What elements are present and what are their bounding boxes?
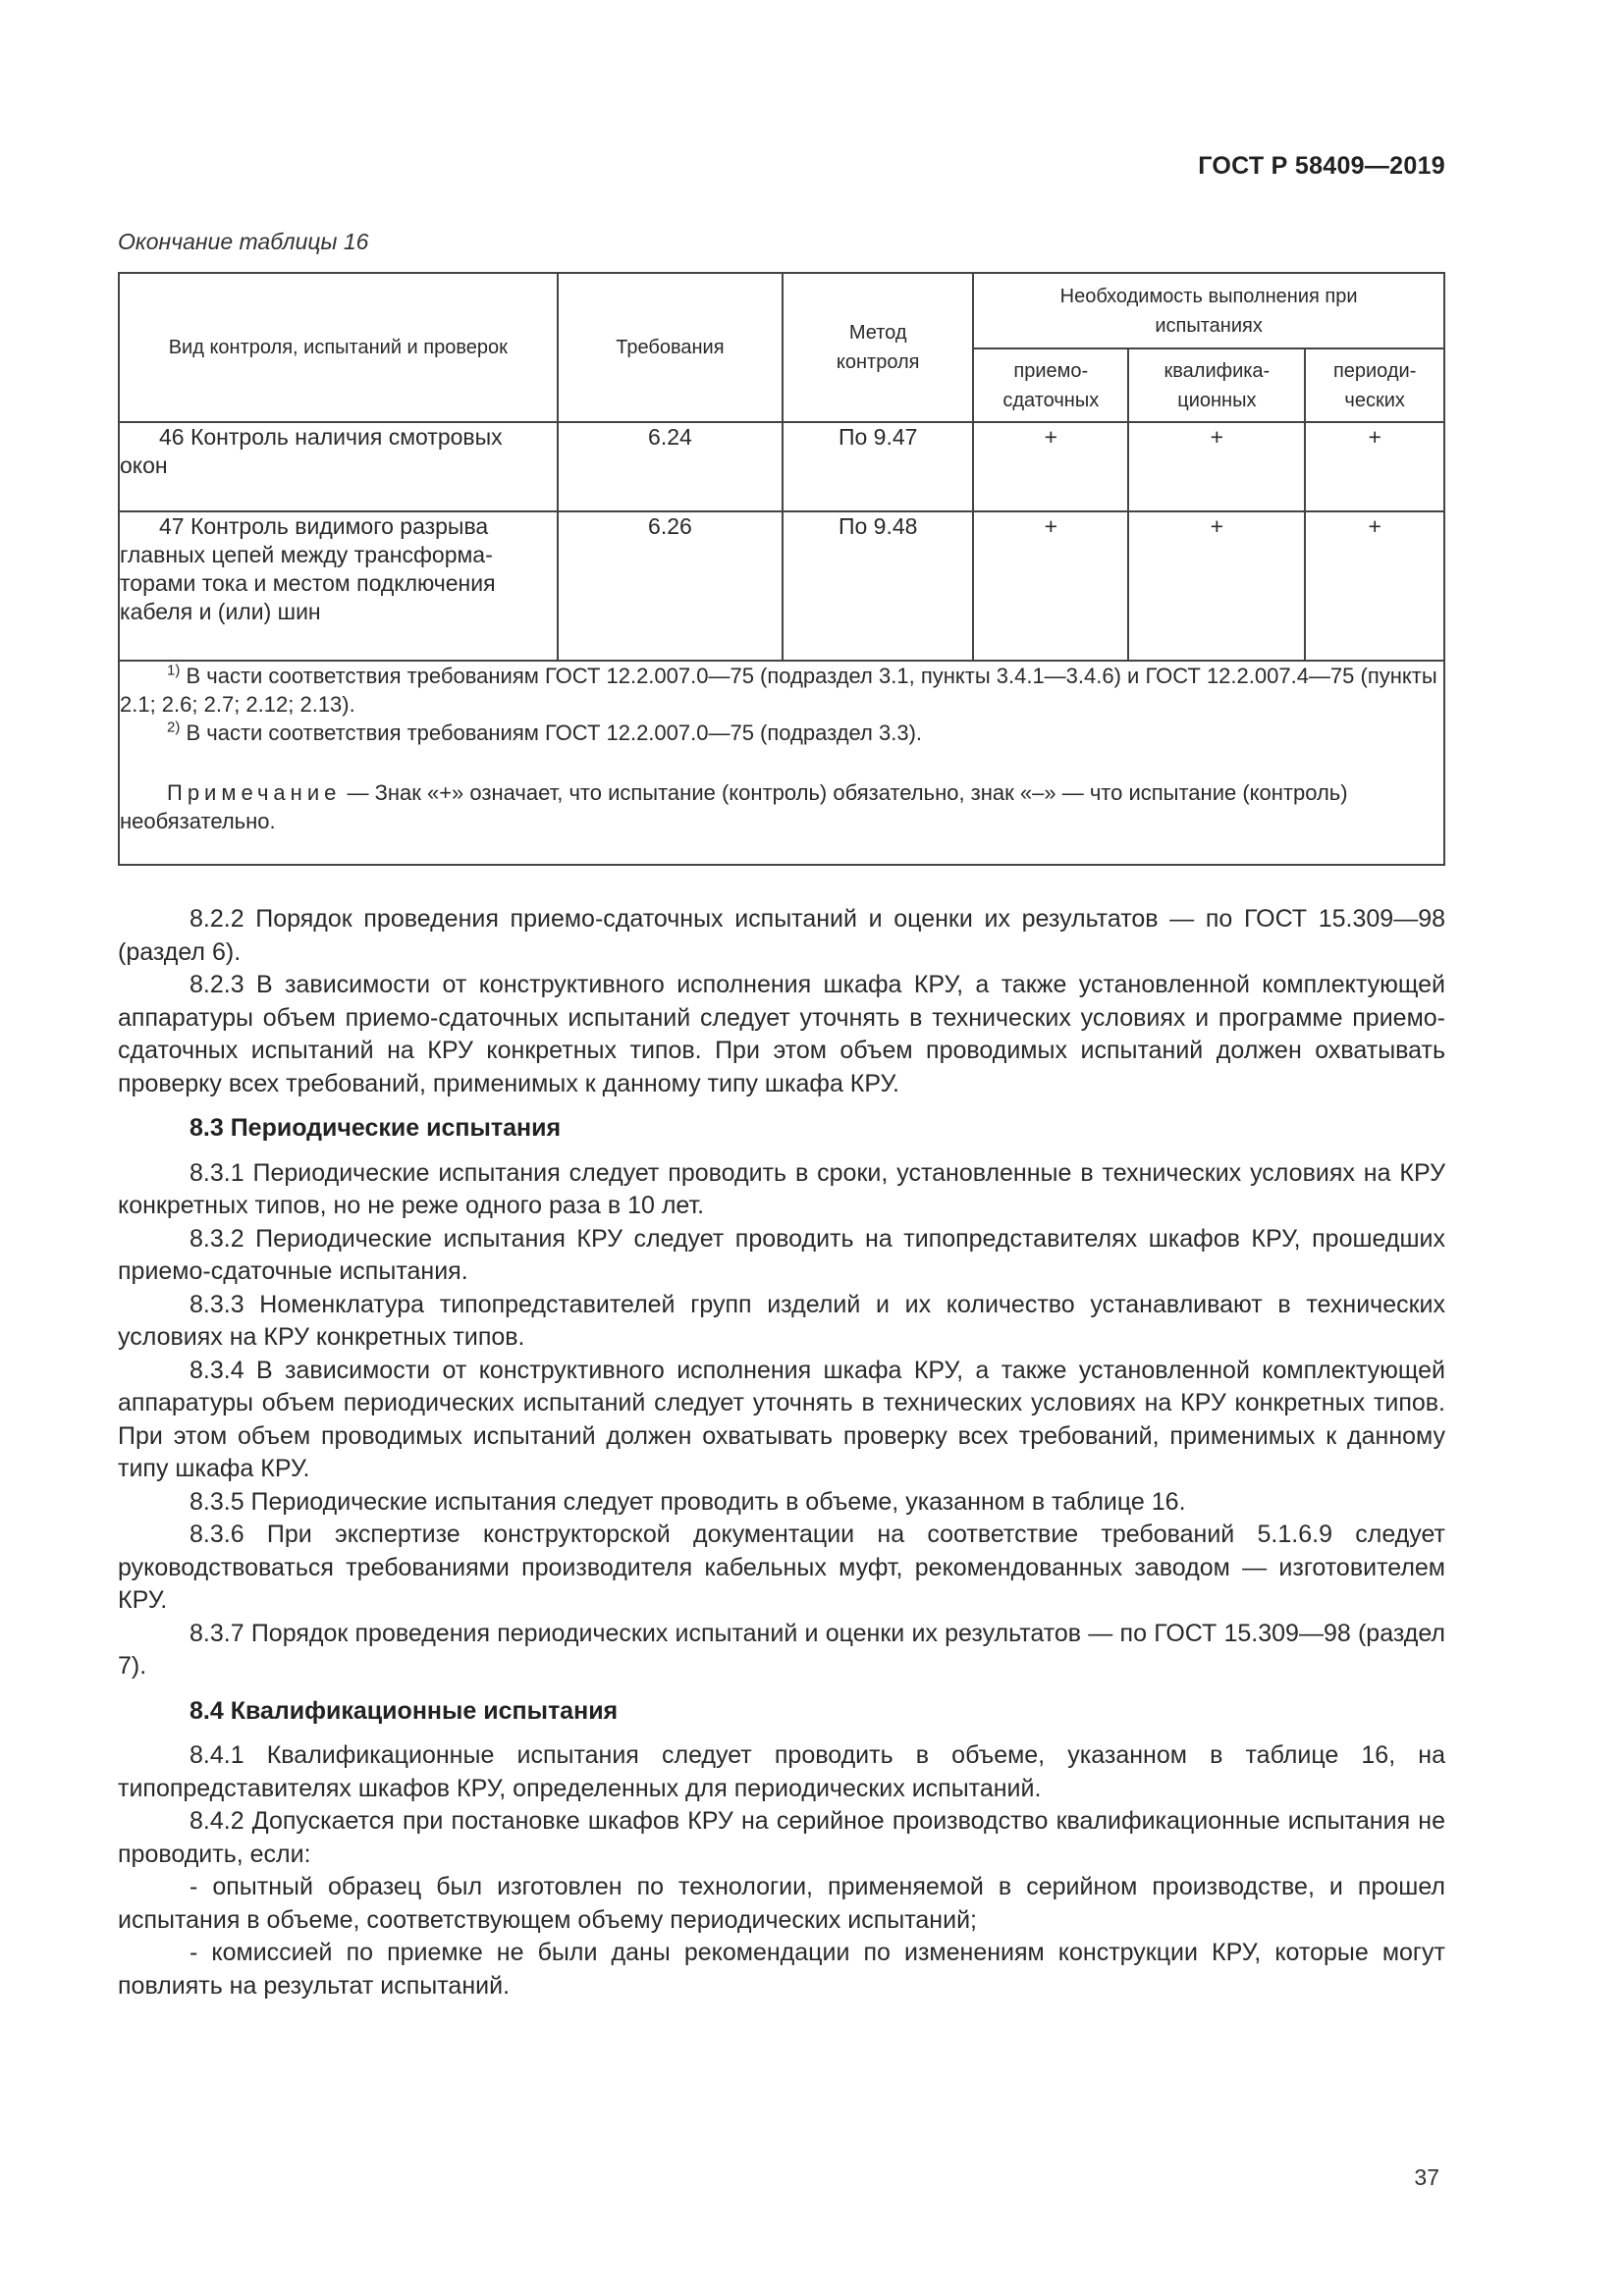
- table-caption: Окончание таблицы 16: [118, 229, 369, 254]
- col-header-requirements: Требования: [558, 273, 784, 422]
- col-header-acceptance: приемо-сдаточных: [973, 348, 1128, 422]
- paragraph-8-4-2: 8.4.2 Допускается при постановке шкафов КРУ на серийное производство квалификационные испытания не проводить, если:: [118, 1807, 1445, 1868]
- row-acceptance-mark: +: [973, 511, 1128, 661]
- footnote-text: В части соответствия требованиям ГОСТ 12.2.007.0—75 (подраздел 3.3).: [186, 721, 923, 745]
- table-row: [119, 422, 1444, 511]
- list-item: - комиссией по приемке не были даны рекомендации по изменениям конструкции КРУ, которые могут повлиять на результат испытаний.: [118, 1939, 1445, 2000]
- table-notes: [119, 661, 1444, 865]
- row-qualification-mark: +: [1128, 511, 1305, 661]
- row-requirement: 6.24: [558, 422, 784, 511]
- table-notes-row: [119, 661, 1444, 865]
- paragraph-8-3-3: 8.3.3 Номенклатура типопредставителей групп изделий и их количество устанавливают в технических условиях на КРУ конкретных типов.: [118, 1290, 1445, 1351]
- paragraph-8-3-2: 8.3.2 Периодические испытания КРУ следует проводить на типопредставителях шкафов КРУ, прошедших приемо-сдаточные испытания.: [118, 1224, 1445, 1285]
- paragraph-8-3-1: 8.3.1 Периодические испытания следует проводить в сроки, установленные в технических условиях на КРУ конкретных типов, но не реже одного раза в 10 лет.: [118, 1158, 1445, 1219]
- col-header-method: Метод контроля: [783, 273, 973, 422]
- footnote-text: В части соответствия требованиям ГОСТ 12.2.007.0—75 (подраздел 3.1, пункты 3.4.1—3.4.6) и ГОСТ 12.2.007.4—75 (пункты 2.1; 2.6; 2.7; 2.12; 2.13).: [120, 664, 1437, 717]
- col-header-qualification: квалифика-ционных: [1128, 348, 1305, 422]
- col-header-periodic: периоди-ческих: [1305, 348, 1444, 422]
- row-method: По 9.47: [783, 422, 973, 511]
- footnote: [120, 662, 1443, 719]
- footnote: [120, 719, 1443, 747]
- table-row: [119, 511, 1444, 661]
- col-header-necessity: Необходимость выполнения при испытаниях: [973, 273, 1444, 348]
- paragraph-8-3-5: 8.3.5 Периодические испытания следует проводить в объеме, указанном в таблице 16.: [189, 1487, 1186, 1516]
- document-page: [118, 0, 1445, 2296]
- table-note: [120, 778, 1443, 835]
- row-requirement: 6.26: [558, 511, 784, 661]
- row-acceptance-mark: +: [973, 422, 1128, 511]
- section-heading-8-4: 8.4 Квалификационные испытания: [189, 1696, 619, 1725]
- paragraph-8-2-2: 8.2.2 Порядок проведения приемо-сдаточных испытаний и оценки их результатов — по ГОСТ 15.309—98 (раздел 6).: [118, 905, 1445, 966]
- standard-id: ГОСТ Р 58409—2019: [1198, 152, 1445, 180]
- paragraph-8-4-1: 8.4.1 Квалификационные испытания следует проводить в объеме, указанном в таблице 16, на типопредставителях шкафов КРУ, определенных для периодических испытаний.: [118, 1741, 1445, 1802]
- row-periodic-mark: +: [1305, 511, 1444, 661]
- tests-table: [118, 272, 1445, 866]
- row-qualification-mark: +: [1128, 422, 1305, 511]
- paragraph-8-3-4: 8.3.4 В зависимости от конструктивного исполнения шкафа КРУ, а также установленной комплектующей аппаратуры объем периодических испытаний следует уточнять в технических условиях на КРУ конкретных типов. При этом объем проводимых испытаний должен охватывать проверку всех требований, применимых к данному типу шкафа КРУ.: [118, 1356, 1445, 1482]
- paragraph-8-3-7: 8.3.7 Порядок проведения периодических испытаний и оценки их результатов — по ГОСТ 15.309—98 (раздел 7).: [118, 1619, 1445, 1680]
- section-heading-8-3: 8.3 Периодические испытания: [189, 1114, 562, 1142]
- body-text: [118, 903, 1445, 2002]
- paragraph-8-3-6: 8.3.6 При экспертизе конструкторской документации на соответствие требований 5.1.6.9 следует руководствоваться требованиями производителя кабельных муфт, рекомендованных заводом — изготовителем КРУ.: [118, 1521, 1445, 1614]
- footnote-marker: 2): [167, 719, 181, 736]
- row-name: 47 Контроль видимого разрыва главных цепей между трансформа-торами тока и местом подключения кабеля и (или) шин: [119, 511, 558, 661]
- row-periodic-mark: +: [1305, 422, 1444, 511]
- note-text: — Знак «+» означает, что испытание (контроль) обязательно, знак «–» — что испытание (контроль) необязательно.: [120, 780, 1348, 833]
- note-label: Примечание: [167, 780, 342, 805]
- footnote-marker: 1): [167, 662, 181, 679]
- row-method: По 9.48: [783, 511, 973, 661]
- row-name: 46 Контроль наличия смотровых окон: [119, 422, 558, 511]
- page-number: 37: [1414, 2164, 1439, 2190]
- col-header-kind: Вид контроля, испытаний и проверок: [119, 273, 558, 422]
- paragraph-8-2-3: 8.2.3 В зависимости от конструктивного исполнения шкафа КРУ, а также установленной комплектующей аппаратуры объем приемо-сдаточных испытаний следует уточнять в технических условиях и программе приемо-сдаточных испытаний на КРУ конкретных типов. При этом объем проводимых испытаний должен охватывать проверку всех требований, применимых к данному типу шкафа КРУ.: [118, 971, 1445, 1097]
- list-item: - опытный образец был изготовлен по технологии, применяемой в серийном производстве, и прошел испытания в объеме, соответствующем объему периодических испытаний;: [118, 1873, 1445, 1934]
